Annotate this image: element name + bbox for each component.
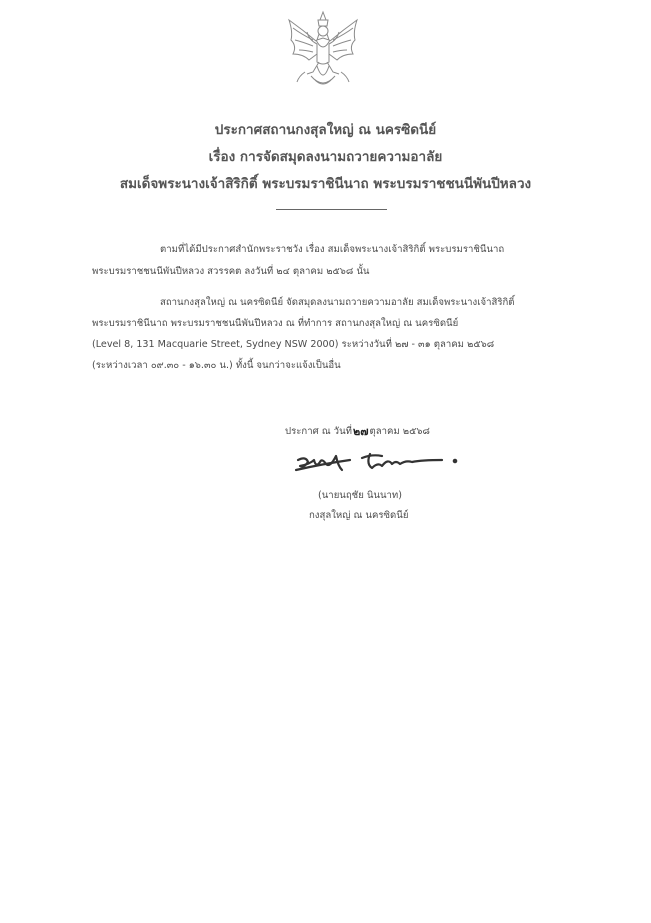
signer-title: กงสุลใหญ่ ณ นครซิดนีย์ (309, 510, 409, 521)
notice-subject-name: สมเด็จพระนางเจ้าสิริกิติ์ พระบรมราชินีนาถ พระบรมราชชนนีพันปีหลวง (119, 176, 532, 192)
notice-subject: เรื่อง การจัดสมุดลงนามถวายความอาลัย (208, 149, 443, 165)
handwritten-signature (292, 446, 462, 480)
announcement-date (285, 422, 430, 440)
signer-name: (นายนฤชัย นินนาท) (318, 490, 402, 501)
garuda-emblem-icon (283, 10, 363, 92)
title-divider (276, 209, 387, 210)
paragraph-2-line-4: (ระหว่างเวลา ๐๙.๓๐ - ๑๖.๓๐ น.) ทั้งนี้ จนกว่าจะแจ้งเป็นอื่น (92, 360, 341, 371)
paragraph-2-line-1: สถานกงสุลใหญ่ ณ นครซิดนีย์ จัดสมุดลงนามถวายความอาลัย สมเด็จพระนางเจ้าสิริกิติ์ (160, 297, 515, 308)
notice-title: ประกาศสถานกงสุลใหญ่ ณ นครซิดนีย์ (214, 122, 437, 138)
paragraph-2-line-2: พระบรมราชินีนาถ พระบรมราชชนนีพันปีหลวง ณ ที่ทำการ สถานกงสุลใหญ่ ณ นครซิดนีย์ (92, 318, 459, 329)
announcement-month-year: ตุลาคม ๒๕๖๘ (369, 425, 430, 437)
paragraph-1-line-1: ตามที่ได้มีประกาศสำนักพระราชวัง เรื่อง สมเด็จพระนางเจ้าสิริกิติ์ พระบรมราชินีนาถ (160, 244, 505, 255)
paragraph-2-line-3: (Level 8, 131 Macquarie Street, Sydney NSW 2000) ระหว่างวันที่ ๒๗ - ๓๑ ตุลาคม ๒๕๖๘ (92, 339, 495, 350)
announcement-prefix: ประกาศ ณ วันที่ (285, 425, 352, 437)
announcement-day: ๒๗ (352, 425, 369, 438)
paragraph-1-line-2: พระบรมราชชนนีพันปีหลวง สวรรคต ลงวันที่ ๒๔ ตุลาคม ๒๕๖๘ นั้น (92, 266, 370, 277)
